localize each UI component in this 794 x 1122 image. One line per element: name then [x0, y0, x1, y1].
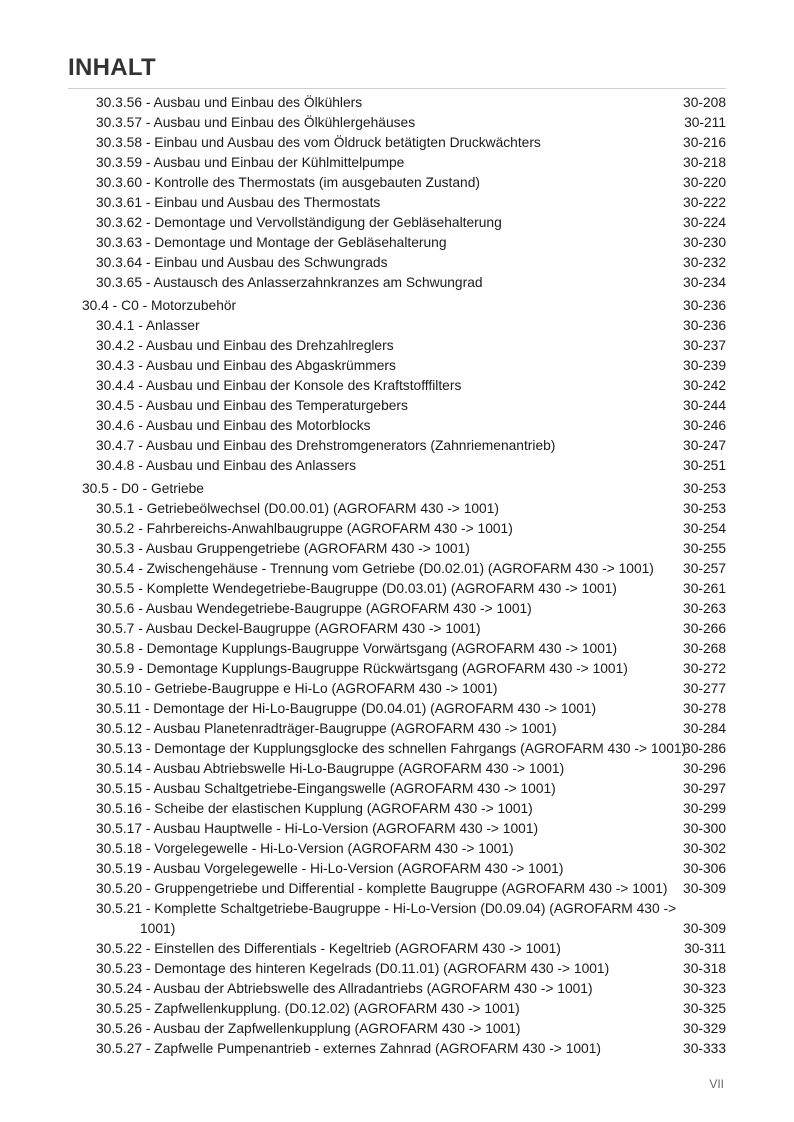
toc-entry-page: 30-261 — [683, 581, 726, 596]
toc-entry-page: 30-230 — [683, 235, 726, 250]
toc-section-row[interactable] — [0, 296, 794, 316]
toc-entry-page: 30-278 — [683, 701, 726, 716]
toc-entry-title: 30.5.3 - Ausbau Gruppengetriebe (AGROFARM 430 -> 1001) — [96, 541, 470, 556]
page-title: INHALT — [68, 54, 157, 81]
toc-entry-page: 30-306 — [683, 861, 726, 876]
toc-entry-page: 30-211 — [684, 115, 726, 130]
toc-entry-row[interactable] — [0, 619, 794, 639]
toc-entry-row[interactable] — [0, 959, 794, 979]
toc-entry-page: 30-220 — [683, 175, 726, 190]
toc-entry-row[interactable] — [0, 193, 794, 213]
toc-entry-title: 30.5.9 - Demontage Kupplungs-Baugruppe Rückwärtsgang (AGROFARM 430 -> 1001) — [96, 661, 628, 676]
toc-entry-row[interactable] — [0, 839, 794, 859]
toc-entry-title: 30.3.59 - Ausbau und Einbau der Kühlmittelpumpe — [96, 155, 405, 170]
toc-entry-row[interactable] — [0, 253, 794, 273]
toc-entry-page: 30-286 — [683, 741, 726, 756]
toc-entry-page: 30-247 — [683, 438, 726, 453]
toc-entry-row[interactable] — [0, 979, 794, 999]
toc-entry-title: 30.4.8 - Ausbau und Einbau des Anlassers — [96, 458, 357, 473]
toc-entry-page: 30-263 — [683, 601, 726, 616]
toc-entry-row[interactable] — [0, 113, 794, 133]
toc-entry-title: 30.4.6 - Ausbau und Einbau des Motorblocks — [96, 418, 371, 433]
toc-entry-row[interactable] — [0, 519, 794, 539]
toc-entry-page: 30-232 — [683, 255, 726, 270]
toc-entry-title: 30.4 - C0 - Motorzubehör — [82, 298, 237, 313]
toc-entry-row[interactable] — [0, 93, 794, 113]
toc-entry-row[interactable] — [0, 1019, 794, 1039]
toc-entry-row[interactable] — [0, 939, 794, 959]
toc-entry-page: 30-234 — [683, 275, 726, 290]
toc-entry-row[interactable] — [0, 416, 794, 436]
toc-entry-title: 30.5.25 - Zapfwellenkupplung. (D0.12.02) (AGROFARM 430 -> 1001) — [96, 1001, 520, 1016]
toc-entry-title: 30.5.1 - Getriebeölwechsel (D0.00.01) (AGROFARM 430 -> 1001) — [96, 501, 499, 516]
toc-entry-row[interactable] — [0, 133, 794, 153]
toc-entry-page: 30-257 — [683, 561, 726, 576]
toc-entry-row[interactable] — [0, 539, 794, 559]
toc-entry-page: 30-218 — [683, 155, 726, 170]
toc-entry-title: 30.4.4 - Ausbau und Einbau der Konsole des Kraftstofffilters — [96, 378, 462, 393]
toc-entry-row[interactable] — [0, 316, 794, 336]
toc-entry-title: 30.5.8 - Demontage Kupplungs-Baugruppe Vorwärtsgang (AGROFARM 430 -> 1001) — [96, 641, 618, 656]
toc-entry-title: 30.5.2 - Fahrbereichs-Anwahlbaugruppe (AGROFARM 430 -> 1001) — [96, 521, 513, 536]
toc-entry-row[interactable] — [0, 153, 794, 173]
toc-entry-row[interactable] — [0, 213, 794, 233]
toc-entry-title: 30.5.4 - Zwischengehäuse - Trennung vom Getriebe (D0.02.01) (AGROFARM 430 -> 1001) — [96, 561, 654, 576]
toc-entry-page: 30-268 — [683, 641, 726, 656]
toc-entry-title: 30.4.3 - Ausbau und Einbau des Abgaskrümmers — [96, 358, 396, 373]
toc-entry-title: 1001) — [140, 921, 176, 936]
toc-entry-title: 30.5.6 - Ausbau Wendegetriebe-Baugruppe (AGROFARM 430 -> 1001) — [96, 601, 532, 616]
toc-entry-page: 30-302 — [683, 841, 726, 856]
toc-entry-page: 30-329 — [683, 1021, 726, 1036]
toc-entry-title: 30.5.13 - Demontage der Kupplungsglocke des schnellen Fahrgangs (AGROFARM 430 -> 1001) — [96, 741, 687, 756]
toc-entry-title: 30.3.64 - Einbau und Ausbau des Schwungrads — [96, 255, 388, 270]
toc-entry-title: 30.4.5 - Ausbau und Einbau des Temperaturgebers — [96, 398, 408, 413]
toc-entry-page: 30-236 — [683, 298, 726, 313]
toc-entry-page: 30-284 — [683, 721, 726, 736]
toc-entry-page: 30-253 — [683, 481, 726, 496]
toc-entry-row[interactable] — [0, 679, 794, 699]
toc-entry-title: 30.3.57 - Ausbau und Einbau des Ölkühlergehäuses — [96, 115, 416, 130]
toc-entry-page: 30-296 — [683, 761, 726, 776]
toc-entry-page: 30-208 — [683, 95, 726, 110]
toc-entry-title: 30.4.7 - Ausbau und Einbau des Drehstromgenerators (Zahnriemenantrieb) — [96, 438, 556, 453]
toc-entry-row[interactable] — [0, 879, 794, 899]
toc-entry-page: 30-299 — [683, 801, 726, 816]
toc-entry-page: 30-311 — [684, 941, 726, 956]
toc-entry-page: 30-251 — [683, 458, 726, 473]
toc-entry-row[interactable] — [0, 599, 794, 619]
toc-entry-title: 30.3.61 - Einbau und Ausbau des Thermostats — [96, 195, 381, 210]
toc-entry-title: 30.3.56 - Ausbau und Einbau des Ölkühlers — [96, 95, 363, 110]
toc-entry-page: 30-255 — [683, 541, 726, 556]
toc-entry-title: 30.5.20 - Gruppengetriebe und Differential - komplette Baugruppe (AGROFARM 430 -> 1001) — [96, 881, 668, 896]
toc-entry-row[interactable] — [0, 999, 794, 1019]
toc-entry-row[interactable] — [0, 799, 794, 819]
toc-entry-row[interactable] — [0, 456, 794, 476]
toc-entry-title: 30.5.7 - Ausbau Deckel-Baugruppe (AGROFARM 430 -> 1001) — [96, 621, 481, 636]
toc-entry-title: 30.5.11 - Demontage der Hi-Lo-Baugruppe (D0.04.01) (AGROFARM 430 -> 1001) — [96, 701, 597, 716]
toc-entry-row[interactable] — [0, 273, 794, 293]
toc-entry-title: 30.3.58 - Einbau und Ausbau des vom Öldruck betätigten Druckwächters — [96, 135, 541, 150]
toc-entry-page: 30-239 — [683, 358, 726, 373]
table-of-contents — [0, 93, 794, 1059]
toc-entry-title: 30.5.12 - Ausbau Planetenradträger-Baugruppe (AGROFARM 430 -> 1001) — [96, 721, 557, 736]
toc-entry-title: 30.5.10 - Getriebe-Baugruppe e Hi-Lo (AGROFARM 430 -> 1001) — [96, 681, 498, 696]
toc-entry-title: 30.5.21 - Komplette Schaltgetriebe-Baugruppe - Hi-Lo-Version (D0.09.04) (AGROFARM 430 -> — [96, 901, 677, 916]
toc-entry-row[interactable] — [0, 376, 794, 396]
toc-entry-title: 30.5.19 - Ausbau Vorgelegewelle - Hi-Lo-Version (AGROFARM 430 -> 1001) — [96, 861, 564, 876]
toc-entry-title: 30.4.1 - Anlasser — [96, 318, 200, 333]
page-number: VII — [709, 1077, 724, 1091]
toc-entry-page: 30-266 — [683, 621, 726, 636]
toc-entry-title: 30.3.63 - Demontage und Montage der Gebläsehalterung — [96, 235, 447, 250]
toc-entry-row[interactable] — [0, 396, 794, 416]
toc-entry-page: 30-237 — [683, 338, 726, 353]
toc-entry-title: 30.5 - D0 - Getriebe — [82, 481, 204, 496]
toc-entry-page: 30-300 — [683, 821, 726, 836]
toc-entry-row[interactable] — [0, 436, 794, 456]
toc-entry-title: 30.3.62 - Demontage und Vervollständigung der Gebläsehalterung — [96, 215, 502, 230]
toc-entry-row[interactable] — [0, 899, 794, 919]
title-divider — [68, 88, 726, 89]
toc-entry-row[interactable] — [0, 233, 794, 253]
toc-entry-page: 30-222 — [683, 195, 726, 210]
toc-entry-title: 30.3.65 - Austausch des Anlasserzahnkranzes am Schwungrad — [96, 275, 483, 290]
toc-entry-row[interactable] — [0, 859, 794, 879]
toc-entry-page: 30-297 — [683, 781, 726, 796]
toc-entry-title: 30.5.16 - Scheibe der elastischen Kupplung (AGROFARM 430 -> 1001) — [96, 801, 533, 816]
toc-entry-page: 30-309 — [683, 881, 726, 896]
toc-entry-page: 30-216 — [683, 135, 726, 150]
toc-entry-row[interactable] — [0, 759, 794, 779]
toc-entry-title: 30.5.27 - Zapfwelle Pumpenantrieb - externes Zahnrad (AGROFARM 430 -> 1001) — [96, 1041, 601, 1056]
toc-entry-title: 30.5.24 - Ausbau der Abtriebswelle des Allradantriebs (AGROFARM 430 -> 1001) — [96, 981, 593, 996]
toc-entry-page: 30-224 — [683, 215, 726, 230]
toc-entry-title: 30.5.18 - Vorgelegewelle - Hi-Lo-Version (AGROFARM 430 -> 1001) — [96, 841, 514, 856]
toc-entry-row[interactable] — [0, 739, 794, 759]
toc-entry-row[interactable] — [0, 819, 794, 839]
toc-entry-page: 30-242 — [683, 378, 726, 393]
toc-entry-row[interactable] — [0, 699, 794, 719]
toc-entry-title: 30.3.60 - Kontrolle des Thermostats (im ausgebauten Zustand) — [96, 175, 480, 190]
toc-entry-row[interactable] — [0, 1039, 794, 1059]
toc-entry-title: 30.5.5 - Komplette Wendegetriebe-Baugruppe (D0.03.01) (AGROFARM 430 -> 1001) — [96, 581, 617, 596]
toc-entry-page: 30-236 — [683, 318, 726, 333]
toc-entry-row[interactable] — [0, 659, 794, 679]
toc-entry-row[interactable] — [0, 559, 794, 579]
toc-entry-title: 30.5.26 - Ausbau der Zapfwellenkupplung (AGROFARM 430 -> 1001) — [96, 1021, 521, 1036]
toc-entry-page: 30-272 — [683, 661, 726, 676]
toc-entry-page: 30-325 — [683, 1001, 726, 1016]
toc-entry-page: 30-254 — [683, 521, 726, 536]
toc-entry-row[interactable] — [0, 173, 794, 193]
toc-entry-page: 30-333 — [683, 1041, 726, 1056]
toc-entry-page: 30-318 — [683, 961, 726, 976]
toc-entry-page: 30-309 — [683, 921, 726, 936]
toc-entry-row[interactable] — [0, 719, 794, 739]
toc-entry-row[interactable] — [0, 779, 794, 799]
toc-entry-title: 30.5.23 - Demontage des hinteren Kegelrads (D0.11.01) (AGROFARM 430 -> 1001) — [96, 961, 610, 976]
toc-entry-page: 30-246 — [683, 418, 726, 433]
toc-entry-page: 30-323 — [683, 981, 726, 996]
toc-entry-page: 30-277 — [683, 681, 726, 696]
toc-entry-row[interactable] — [0, 499, 794, 519]
toc-entry-page: 30-253 — [683, 501, 726, 516]
toc-entry-title: 30.4.2 - Ausbau und Einbau des Drehzahlreglers — [96, 338, 394, 353]
toc-entry-title: 30.5.15 - Ausbau Schaltgetriebe-Eingangswelle (AGROFARM 430 -> 1001) — [96, 781, 556, 796]
toc-entry-row[interactable] — [0, 639, 794, 659]
toc-entry-title: 30.5.14 - Ausbau Abtriebswelle Hi-Lo-Baugruppe (AGROFARM 430 -> 1001) — [96, 761, 565, 776]
toc-entry-row[interactable] — [0, 579, 794, 599]
toc-entry-title: 30.5.22 - Einstellen des Differentials - Kegeltrieb (AGROFARM 430 -> 1001) — [96, 941, 561, 956]
toc-section-row[interactable] — [0, 479, 794, 499]
toc-entry-row[interactable] — [0, 919, 794, 939]
toc-entry-row[interactable] — [0, 336, 794, 356]
toc-entry-page: 30-244 — [683, 398, 726, 413]
toc-entry-title: 30.5.17 - Ausbau Hauptwelle - Hi-Lo-Version (AGROFARM 430 -> 1001) — [96, 821, 539, 836]
toc-entry-row[interactable] — [0, 356, 794, 376]
